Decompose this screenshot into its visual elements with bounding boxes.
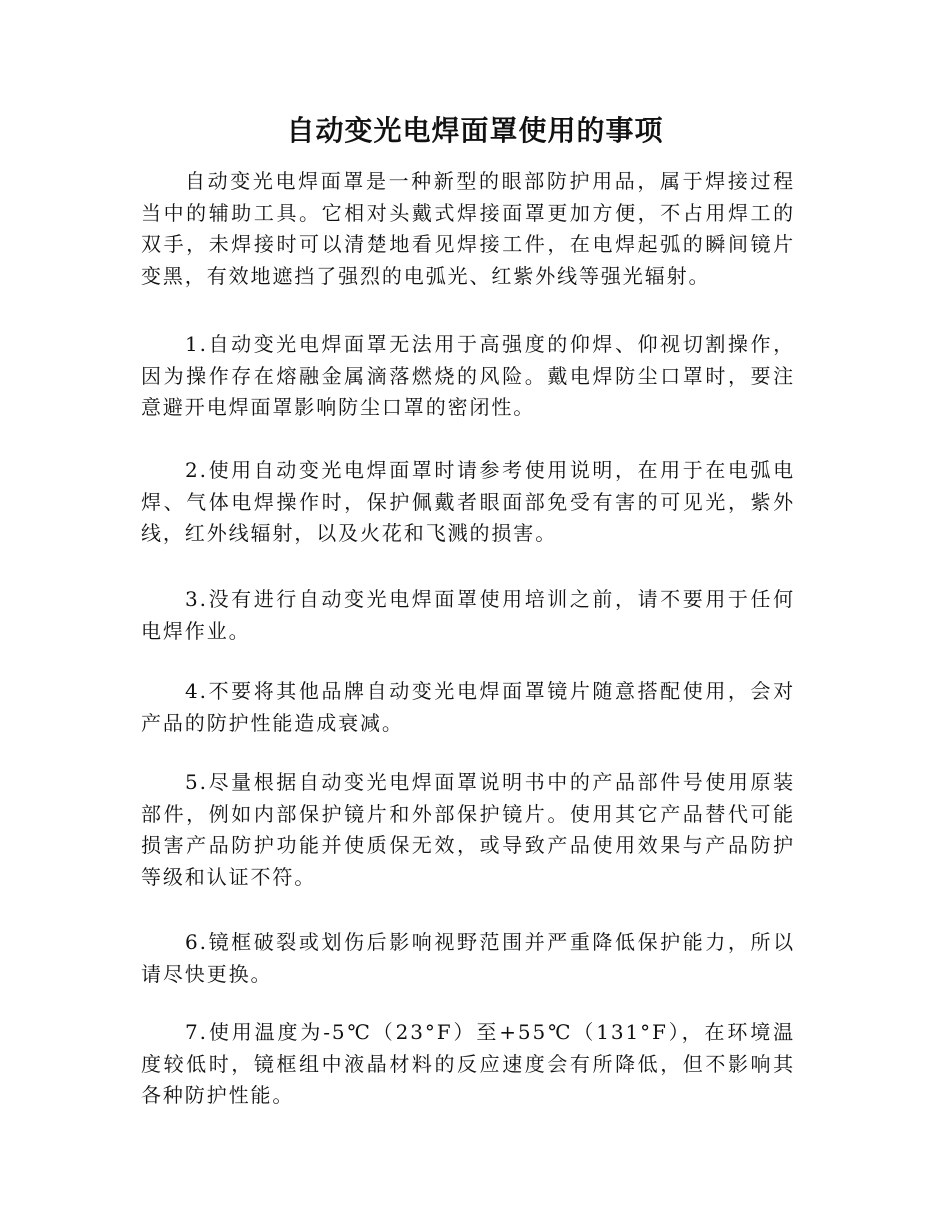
- intro-paragraph: 自动变光电焊面罩是一种新型的眼部防护用品，属于焊接过程当中的辅助工具。它相对头戴式焊接面罩更加方便，不占用焊工的双手，未焊接时可以清楚地看见焊接工件，在电焊起弧的瞬间镜片变黑，有效地遮挡了强烈的电弧光、红紫外线等强光辐射。: [141, 169, 795, 288]
- item-3-paragraph: 3.没有进行自动变光电焊面罩使用培训之前，请不要用于任何电焊作业。: [141, 587, 795, 643]
- item-7-paragraph: 7.使用温度为-5℃（23°F）至+55℃（131°F），在环境温度较低时，镜框组中液晶材料的反应速度会有所降低，但不影响其各种防护性能。: [141, 1020, 795, 1107]
- document-title: 自动变光电焊面罩使用的事项: [286, 114, 664, 147]
- item-2-paragraph: 2.使用自动变光电焊面罩时请参考使用说明，在用于在电弧电焊、气体电焊操作时，保护佩戴者眼面部免受有害的可见光，紫外线，红外线辐射，以及火花和飞溅的损害。: [141, 458, 795, 545]
- item-6-paragraph: 6.镜框破裂或划伤后影响视野范围并严重降低保护能力，所以请尽快更换。: [141, 930, 795, 986]
- item-5-paragraph: 5.尽量根据自动变光电焊面罩说明书中的产品部件号使用原装部件，例如内部保护镜片和外部保护镜片。使用其它产品替代可能损害产品防护功能并使质保无效，或导致产品使用效果与产品防护等级和认证不符。: [141, 770, 795, 889]
- item-1-paragraph: 1.自动变光电焊面罩无法用于高强度的仰焊、仰视切割操作，因为操作存在熔融金属滴落燃烧的风险。戴电焊防尘口罩时，要注意避开电焊面罩影响防尘口罩的密闭性。: [141, 332, 795, 419]
- item-4-paragraph: 4.不要将其他品牌自动变光电焊面罩镜片随意搭配使用，会对产品的防护性能造成衰减。: [141, 679, 795, 735]
